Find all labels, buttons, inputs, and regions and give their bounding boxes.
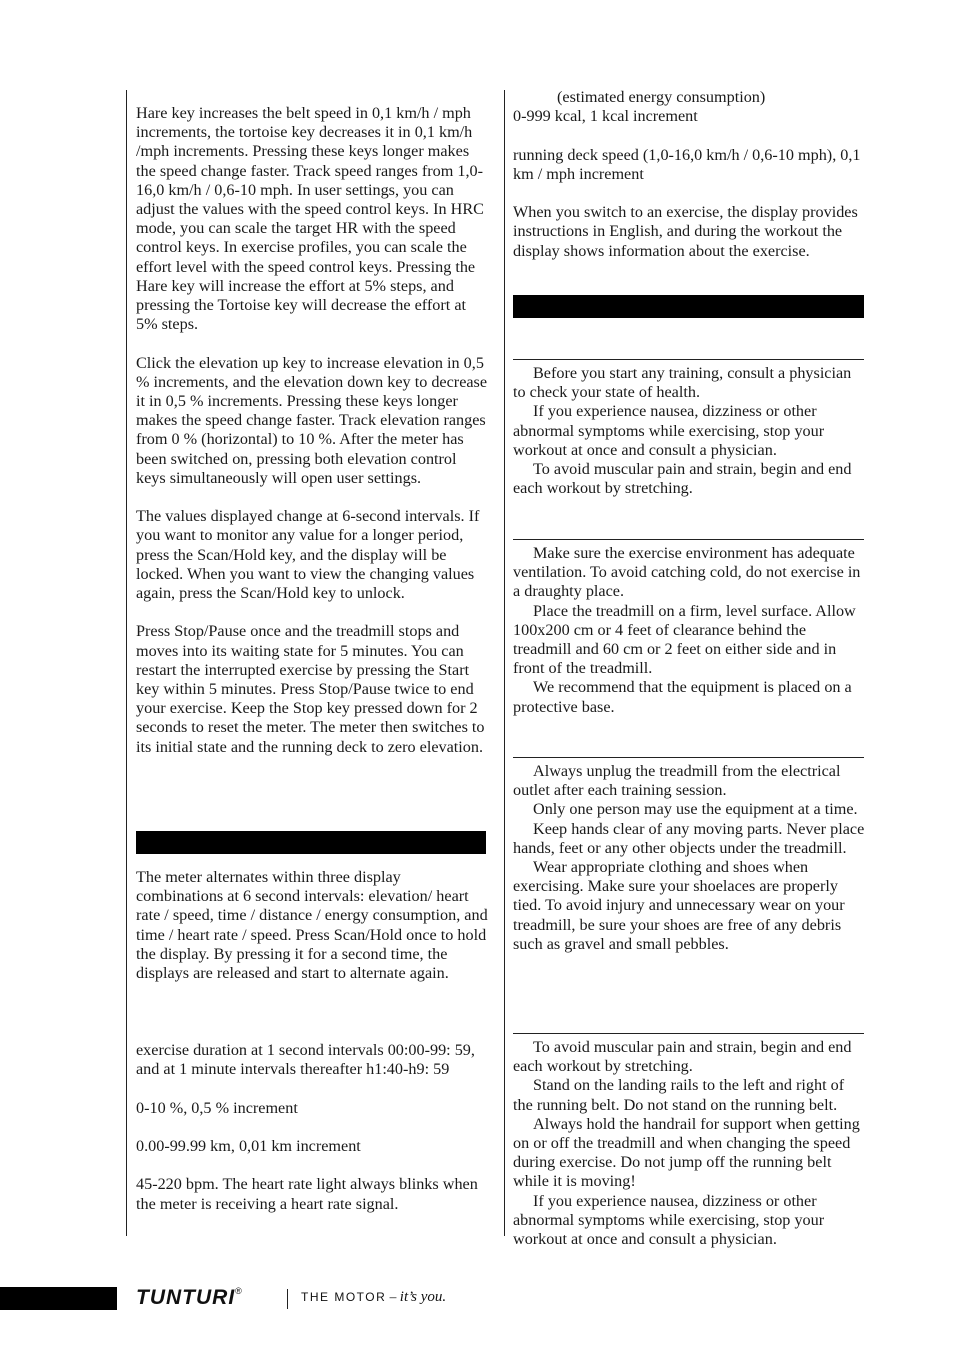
use-item: Only one person may use the equipment at a time. — [533, 800, 858, 819]
center-column-rule — [504, 90, 505, 1236]
slogan-dash: – — [386, 1289, 400, 1304]
use-section — [513, 762, 865, 954]
speed-keys-paragraph: Hare key increases the belt speed in 0,1 km/h / mph increments, the tortoise key decreases it in 0,1 km/h /mph increments. Pressing these keys longer makes the speed change faster. Track speed ranges from 1,0-16,0 km/h / 0,6-10 mph. In user settings, you can adjust the values with the speed control keys. In HRC mode, you can scale the target HR with the speed control keys. In exercise profiles, you can scale the effort level with the speed control keys. Pressing the Hare key will increase the effort at 5% steps, and pressing the Tortoise key will decrease the effort at 5% steps. — [136, 104, 484, 334]
elevation-keys-paragraph: Click the elevation up key to increase elevation in 0,5 % increments, and the elevation down key to decrease it in 0,5 % increments. Pressing these keys longer makes the speed change faster. Track elevation ranges from 0 % (horizontal) to 10 %. After the meter has been switched on, pressing both elevation control keys simultaneously will open user settings. — [136, 353, 488, 487]
environment-section — [513, 544, 865, 717]
exercise-safety-item: To avoid muscular pain and strain, begin and end each workout by stretching. — [513, 1038, 852, 1076]
registered-mark: ® — [235, 1286, 243, 1296]
heart-rate-range-paragraph: 45-220 bpm. The heart rate light always blinks when the meter is receiving a heart rate signal. — [136, 1175, 478, 1213]
environment-item: We recommend that the equipment is placed on a protective base. — [513, 678, 852, 716]
left-column-lower — [136, 868, 488, 983]
subsection-rule-health — [513, 359, 864, 360]
energy-range-paragraph: 0-999 kcal, 1 kcal increment — [513, 107, 698, 126]
time-range-paragraph: exercise duration at 1 second intervals 00:00-99: 59, and at 1 minute intervals thereafter h1:40-h9: 59 — [136, 1041, 475, 1079]
exercise-safety-item: Stand on the landing rails to the left and right of the running belt. Do not stand on the running belt. — [513, 1076, 845, 1114]
display-combinations-paragraph: The meter alternates within three display combinations at 6 second intervals: elevation/ heart rate / speed, time / distance / energy consumption, and time / heart rate / speed. Press Scan/Hold once to hold the display. By pressing it for a second time, the displays are released and start to alternate again. — [136, 868, 488, 983]
energy-note: (estimated energy consumption) — [557, 88, 766, 106]
slogan — [301, 1289, 446, 1306]
exercise-display-paragraph: When you switch to an exercise, the display provides instructions in English, and during the workout the display shows information about the exercise. — [513, 203, 858, 260]
health-item: To avoid muscular pain and strain, begin and end each workout by stretching. — [513, 460, 852, 498]
use-item: Wear appropriate clothing and shoes when exercising. Make sure your shoelaces are properly tied. To avoid injury and unnecessary wear on your treadmill, be sure your shoes are free of any debris such as gravel and small pebbles. — [513, 858, 845, 953]
subsection-rule-use — [513, 757, 864, 758]
exercise-safety-section — [513, 1038, 865, 1249]
use-item: Keep hands clear of any moving parts. Never place hands, feet or any other objects under the treadmill. — [513, 819, 865, 857]
section-heading-bar-display — [136, 831, 486, 854]
elevation-range-paragraph: 0-10 %, 0,5 % increment — [136, 1098, 298, 1117]
health-section — [513, 364, 865, 498]
right-column-upper — [513, 88, 865, 261]
stop-pause-paragraph: Press Stop/Pause once and the treadmill stops and moves into its waiting state for 5 minutes. You can restart the interrupted exercise by pressing the Start key within 5 minutes. Press Stop/Pause twice to end your exercise. Keep the Stop key pressed down for 2 seconds to reset the meter. The meter then switches to its initial state and the running deck to zero elevation. — [136, 622, 485, 756]
health-item: If you experience nausea, dizziness or other abnormal symptoms while exercising, stop your workout at once and consult a physician. — [513, 402, 825, 459]
tunturi-logo — [136, 1286, 243, 1310]
environment-item: Make sure the exercise environment has adequate ventilation. To avoid catching cold, do not exercise in a draughty place. — [513, 544, 861, 601]
health-item: Before you start any training, consult a physician to check your state of health. — [513, 364, 852, 402]
speed-range-paragraph: running deck speed (1,0-16,0 km/h / 0,6-10 mph), 0,1 km / mph increment — [513, 145, 861, 183]
slogan-caps: THE MOTOR — [301, 1290, 387, 1304]
section-heading-bar-safety — [513, 295, 864, 318]
slogan-italic: it’s you. — [399, 1289, 447, 1305]
scan-hold-paragraph: The values displayed change at 6-second intervals. If you want to monitor any value for a longer period, press the Scan/Hold key, and the display will be locked. When you want to view the changing values again, press the Scan/Hold key to unlock. — [136, 507, 480, 603]
footer-separator — [287, 1289, 288, 1309]
left-column-values — [136, 1041, 488, 1214]
use-item: Always unplug the treadmill from the electrical outlet after each training session. — [513, 762, 841, 800]
page-number-bar — [0, 1287, 117, 1310]
exercise-safety-item: If you experience nausea, dizziness or other abnormal symptoms while exercising, stop your workout at once and consult a physician. — [513, 1191, 825, 1249]
exercise-safety-item: Always hold the handrail for support when getting on or off the treadmill and when changing the speed during exercise. Do not jump off the running belt while it is moving! — [513, 1114, 860, 1191]
subsection-rule-exercise — [513, 1033, 864, 1034]
environment-item: Place the treadmill on a firm, level surface. Allow 100x200 cm or 4 feet of clearance behind the treadmill and 60 cm or 2 feet on either side and in front of the treadmill. — [513, 601, 856, 678]
subsection-rule-environment — [513, 539, 864, 540]
left-margin-rule — [126, 90, 127, 1236]
logo-text: TUNTURI — [136, 1286, 236, 1309]
distance-range-paragraph: 0.00-99.99 km, 0,01 km increment — [136, 1136, 361, 1155]
left-column-upper — [136, 104, 488, 757]
